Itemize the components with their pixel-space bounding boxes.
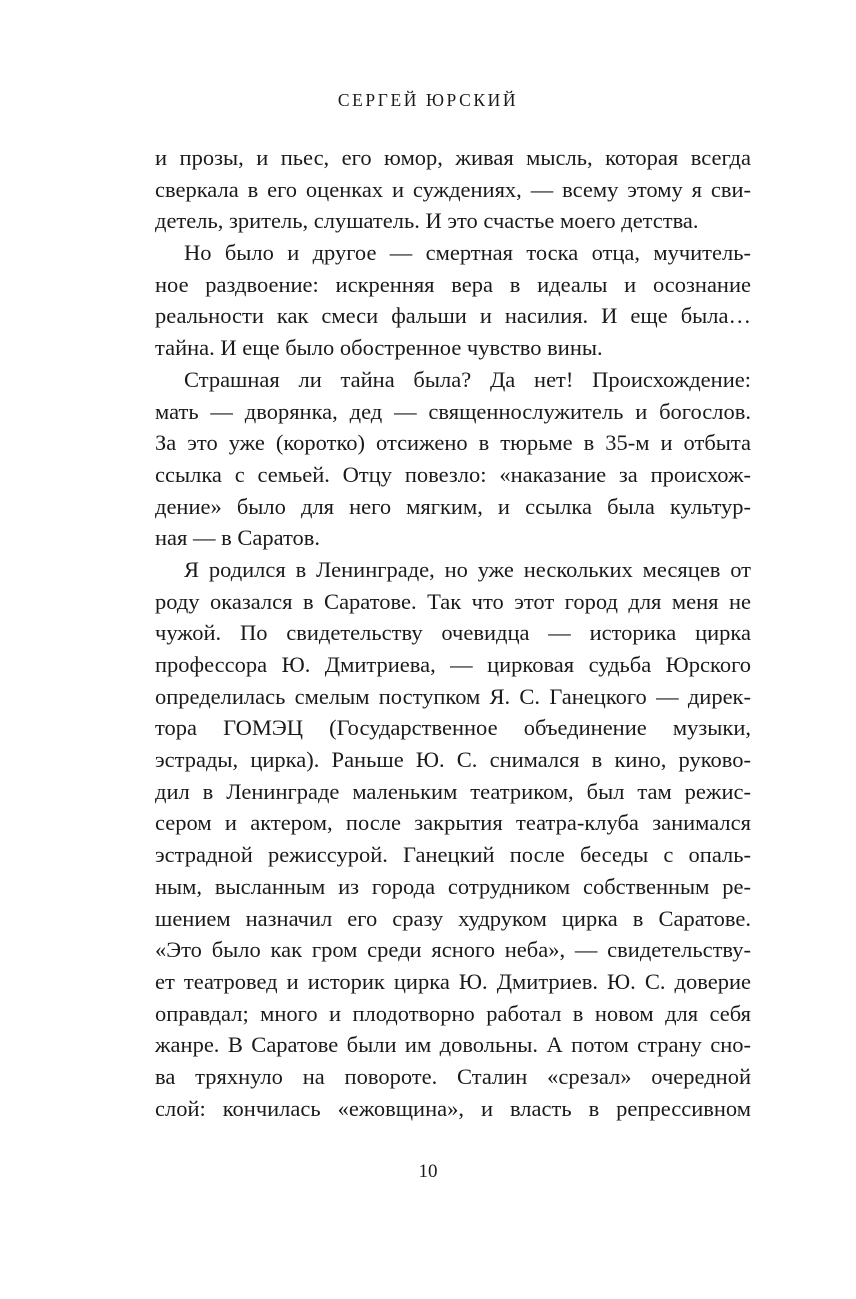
text-line: «Это было как гром среди ясного неба», — свидетельству- bbox=[155, 937, 751, 963]
text-line: Страшная ли тайна была? Да нет! Происхождение: bbox=[184, 366, 751, 392]
text-line: Я родился в Ленинграде, но уже нескольких месяцев от bbox=[184, 556, 751, 582]
text-line: дение» было для него мягким, и ссылка была культур- bbox=[155, 493, 751, 519]
text-line: детель, зритель, слушатель. И это счастье моего детства. bbox=[155, 208, 699, 234]
text-line: оправдал; много и плодотворно работал в новом для себя bbox=[155, 1000, 751, 1026]
text-line: определилась смелым поступком Я. С. Ганецкого — дирек- bbox=[155, 683, 751, 709]
text-line: реальности как смеси фальши и насилия. И еще была… bbox=[155, 303, 751, 329]
text-line: чужой. По свидетельству очевидца — историка цирка bbox=[155, 620, 751, 646]
text-line: ное раздвоение: искренняя вера в идеалы и осознание bbox=[155, 271, 751, 297]
text-line: сверкала в его оценках и суждениях, — всему этому я сви- bbox=[155, 176, 751, 202]
text-line: ва тряхнуло на повороте. Сталин «срезал» очередной bbox=[155, 1063, 751, 1089]
text-line: слой: кончилась «ежовщина», и власть в репрессивном bbox=[155, 1095, 751, 1121]
text-line: мать — дворянка, дед — священнослужитель и богослов. bbox=[155, 398, 751, 424]
text-line: За это уже (коротко) отсижено в тюрьме в 35-м и отбыта bbox=[155, 430, 751, 456]
text-line: сером и актером, после закрытия театра-клуба занимался bbox=[155, 810, 751, 836]
text-line: ная — в Саратов. bbox=[155, 525, 321, 551]
text-line: дил в Ленинграде маленьким театриком, был там режис- bbox=[155, 778, 751, 804]
text-line: шением назначил его сразу худруком цирка в Саратове. bbox=[155, 905, 751, 931]
text-line: ссылка с семьей. Отцу повезло: «наказание за происхож- bbox=[155, 461, 751, 487]
text-line: Но было и другое — смертная тоска отца, мучитель- bbox=[184, 240, 751, 266]
text-line: жанре. В Саратове были им довольны. А потом страну сно- bbox=[155, 1032, 751, 1058]
text-line: тора ГОМЭЦ (Государственное объединение музыки, bbox=[155, 715, 751, 741]
text-line: и прозы, и пьес, его юмор, живая мысль, которая всегда bbox=[155, 145, 751, 170]
text-line: профессора Ю. Дмитриева, — цирковая судьба Юрского bbox=[155, 652, 751, 677]
text-line: роду оказался в Саратове. Так что этот город для меня не bbox=[155, 588, 751, 614]
text-line: ет театровед и историк цирка Ю. Дмитриев. Ю. С. доверие bbox=[155, 968, 751, 994]
text-line: эстрадной режиссурой. Ганецкий после беседы с опаль- bbox=[155, 842, 751, 868]
running-header: СЕРГЕЙ ЮРСКИЙ bbox=[337, 90, 519, 110]
page-number: 10 bbox=[418, 1161, 438, 1182]
body-text bbox=[155, 142, 751, 1124]
text-line: ным, высланным из города сотрудником собственным ре- bbox=[155, 873, 751, 899]
text-line: тайна. И еще было обостренное чувство вины. bbox=[155, 335, 603, 361]
text-line: эстрады, цирка). Раньше Ю. С. снимался в кино, руково- bbox=[155, 747, 751, 773]
